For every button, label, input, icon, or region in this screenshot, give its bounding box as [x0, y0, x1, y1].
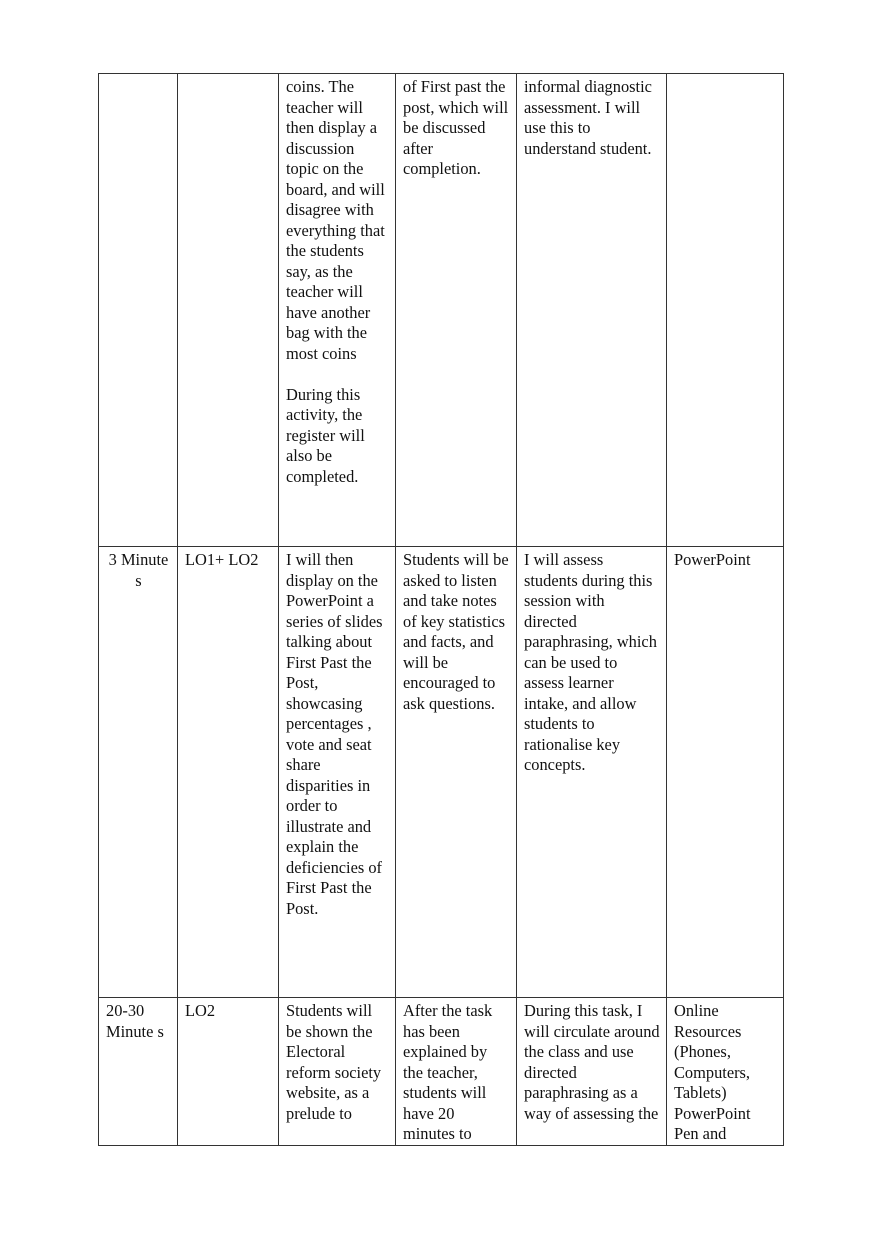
teacher-activity-cell: Students will be shown the Electoral reform society website, as a prelude to: [279, 998, 396, 1146]
resources-cell: [667, 74, 784, 547]
teacher-activity-text: coins. The teacher will then display a discussion topic on the board, and will disagree with everything that the students say, as the teacher will have another bag with the most coins: [286, 77, 389, 363]
teacher-activity-cell: I will then display on the PowerPoint a series of slides talking about First Past the Post, showcasing percentages , vote and seat share disparities in order to illustrate and explain the deficiencies of First Past the Post.: [279, 547, 396, 998]
time-cell: [99, 74, 178, 547]
teacher-activity-text-2: During this activity, the register will also be completed.: [286, 384, 369, 486]
teacher-activity-cell: [279, 74, 396, 547]
assessment-cell: I will assess students during this session with directed paraphrasing, which can be used to assess learner intake, and allow students to rationalise key concepts.: [517, 547, 667, 998]
resources-cell: PowerPoint: [667, 547, 784, 998]
outcomes-cell: [178, 74, 279, 547]
student-activity-cell: Students will be asked to listen and take notes of key statistics and facts, and will be encouraged to ask questions.: [396, 547, 517, 998]
table-row: [99, 547, 784, 998]
lesson-plan-table: [98, 73, 784, 1146]
student-activity-cell: After the task has been explained by the teacher, students will have 20 minutes to: [396, 998, 517, 1146]
outcomes-cell: LO2: [178, 998, 279, 1146]
assessment-cell: informal diagnostic assessment. I will use this to understand student.: [517, 74, 667, 547]
outcomes-cell: LO1+ LO2: [178, 547, 279, 998]
time-cell: 20-30 Minute s: [99, 998, 178, 1146]
time-cell: 3 Minute s: [99, 547, 178, 998]
table-row: [99, 74, 784, 547]
resources-cell: Online Resources (Phones, Computers, Tablets) PowerPoint Pen and: [667, 998, 784, 1146]
assessment-cell: During this task, I will circulate around the class and use directed paraphrasing as a way of assessing the: [517, 998, 667, 1146]
student-activity-cell: of First past the post, which will be discussed after completion.: [396, 74, 517, 547]
table-row: [99, 998, 784, 1146]
